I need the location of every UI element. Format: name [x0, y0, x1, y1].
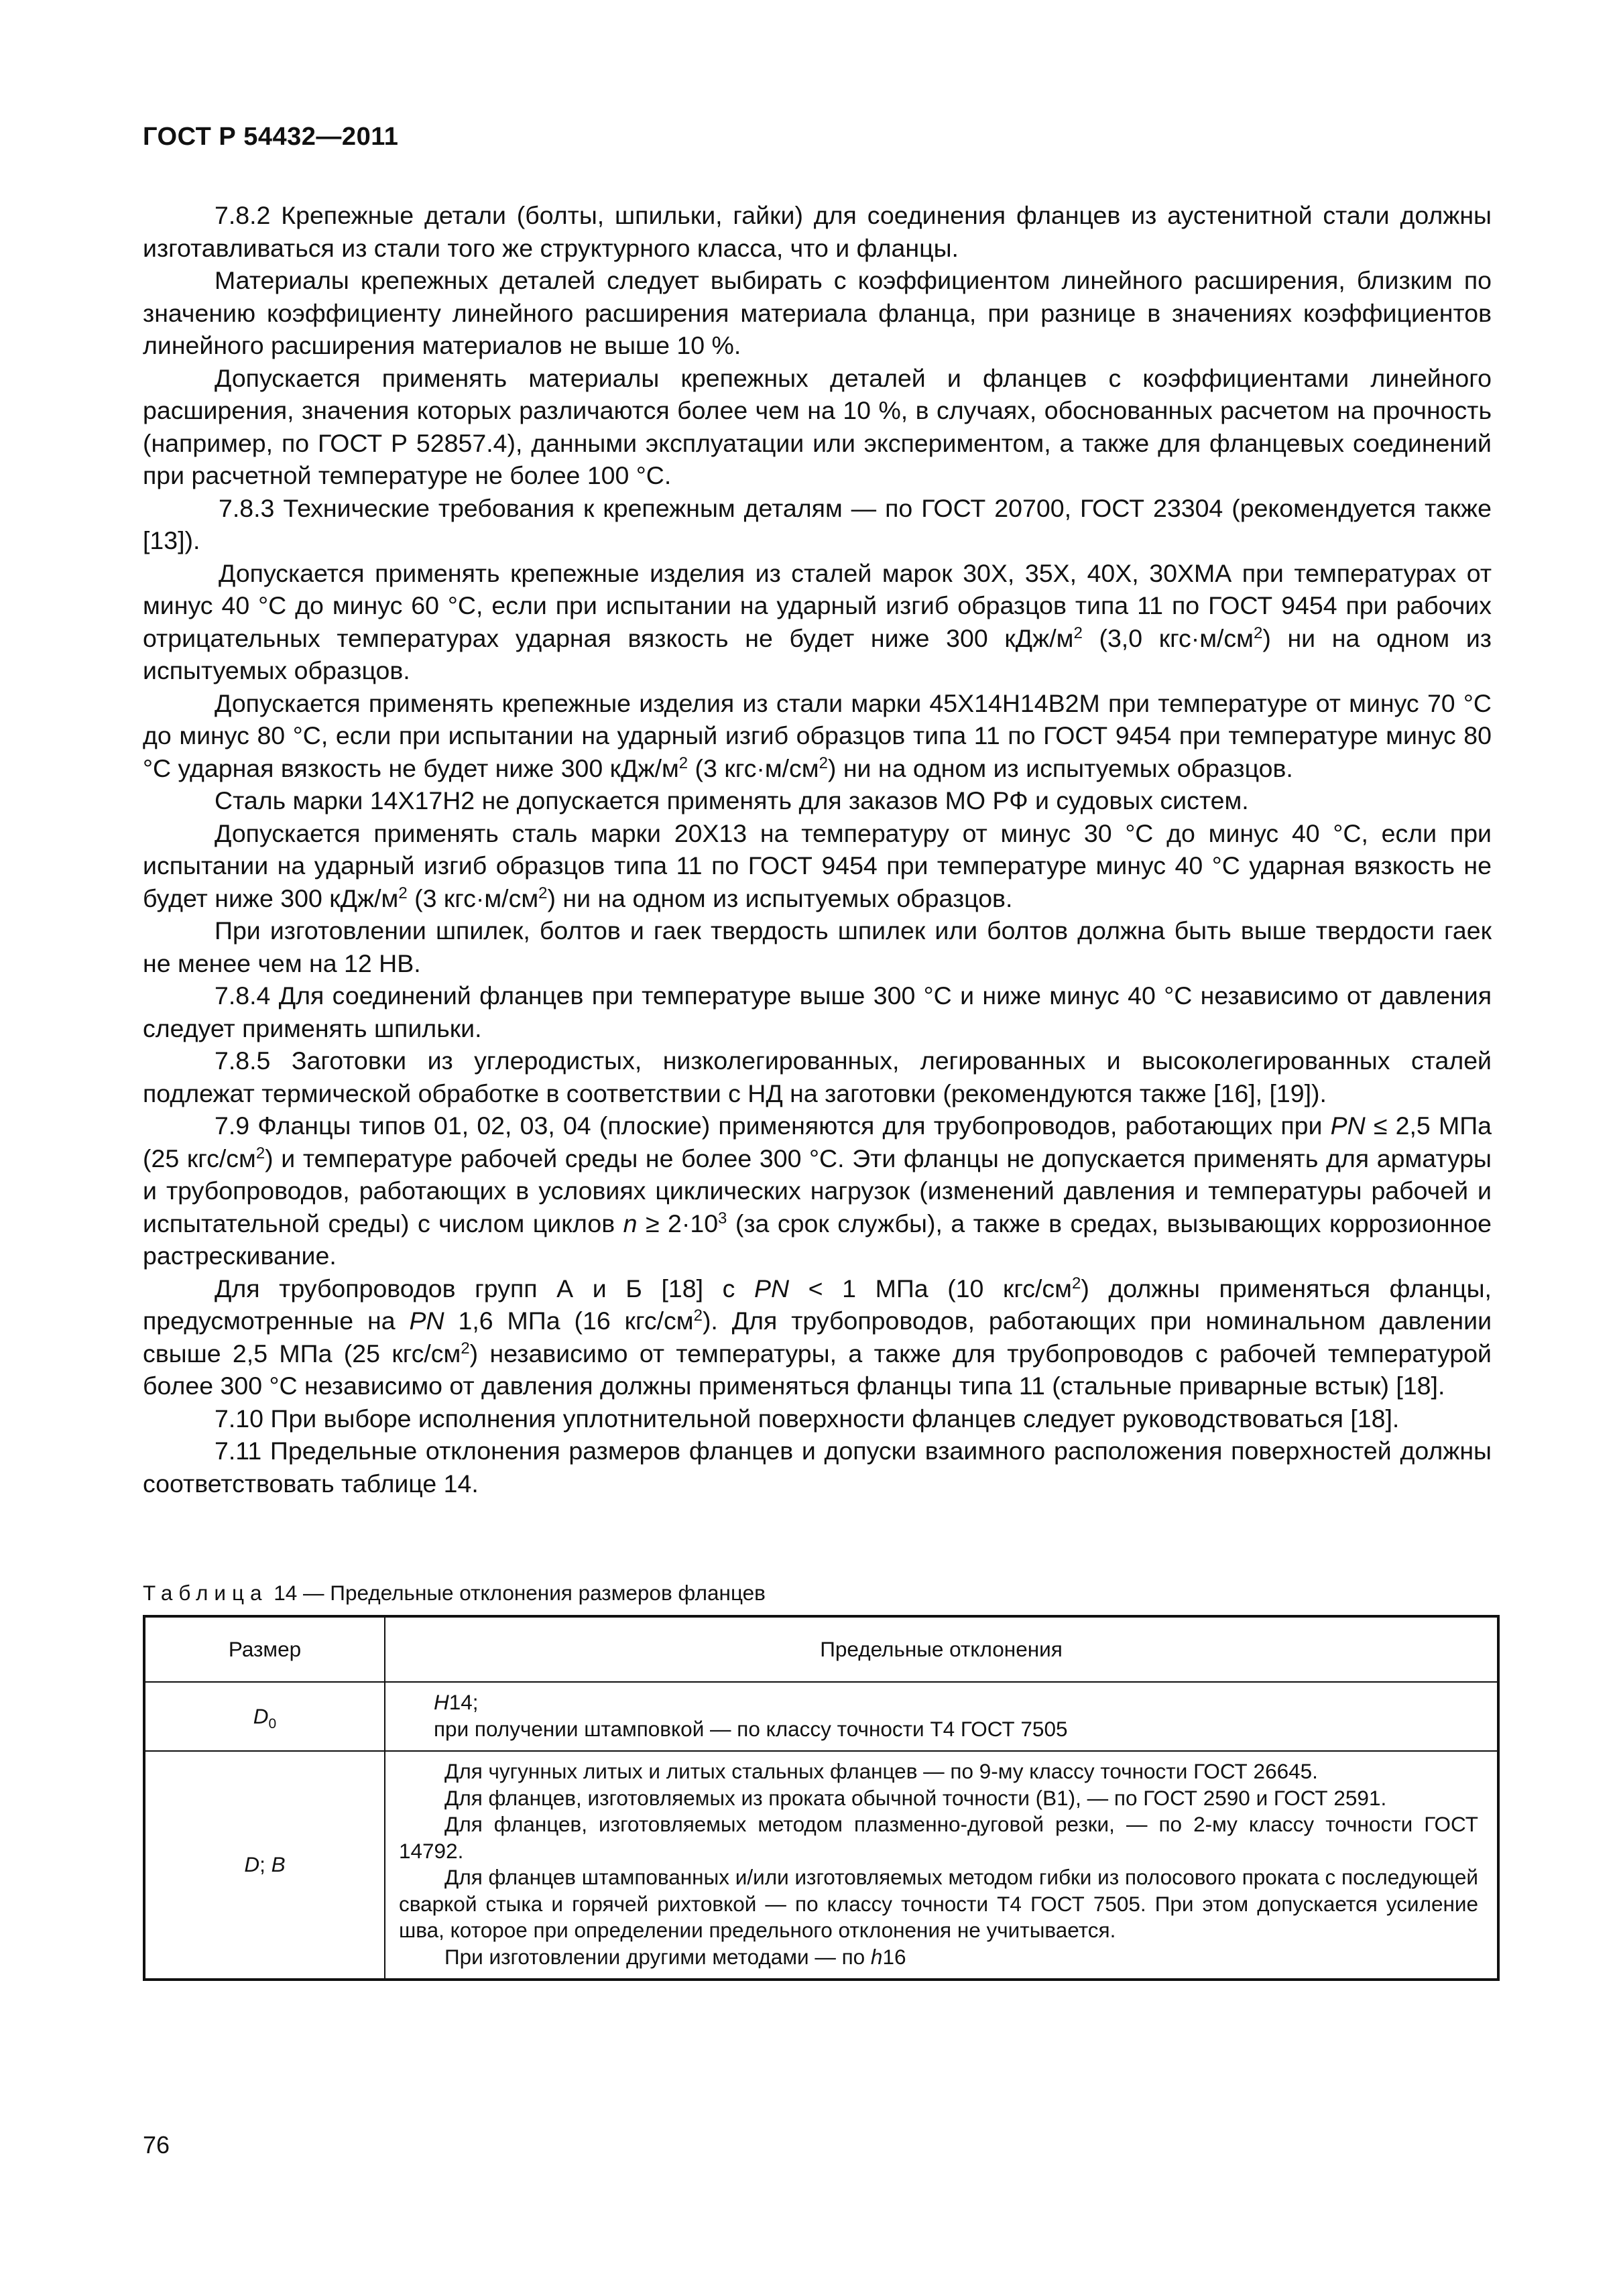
paragraph-7-9: 7.9 Фланцы типов 01, 02, 03, 04 (плоские) применяются для трубопроводов, работающих при PN ≤ 2,5 МПа (25 кгс/$см^2$) и температуре рабочей среды не более 300 °С. Эти фланцы не допускается применять для арматуры и трубопроводов, работающих в условиях циклических нагрузок (изменений давления и температуры рабочей и испытательной среды) с числом циклов $n \ge 2\cdot 10^3$ (за срок службы), а также в средах, вызывающих коррозионное растрескивание.: [143, 1111, 1492, 1270]
paragraph-steel-20x13: Допускается применять сталь марки 20Х13 на температуру от минус 30 °С до минус 40 °С, если при испытании на ударный изгиб образцов типа 11 по ГОСТ 9454 при температуре минус 40 °С ударная вязкость не будет ниже 300 кДж/$м^2$ (3 $кгс\cdot м/см^2$) ни на одном из испытуемых образцов.: [143, 819, 1492, 912]
paragraph-steel-14x17: Сталь марки 14Х17Н2 не допускается применять для заказов МО РФ и судовых систем.: [215, 786, 1249, 814]
deviations-table: [143, 1615, 1500, 1981]
table-row: [144, 1682, 1498, 1751]
standard-header: ГОСТ Р 54432—2011: [143, 123, 399, 151]
table-header-row: [144, 1616, 1498, 1682]
table-caption: Таблица 14 — Предельные отклонения размеров фланцев: [143, 1581, 766, 1605]
column-header-deviations: Предельные отклонения: [385, 1616, 1498, 1682]
cell-size-d-b: D; B: [144, 1751, 385, 1980]
paragraph-allowed-materials: Допускается применять материалы крепежных деталей и фланцев с коэффициентами линейного расширения, значения которых различаются более чем на 10 %, в случаях, обоснованных расчетом на прочность (например, по ГОСТ Р 52857.4), данными эксплуатации или экспериментом, а также для фланцевых соединений при расчетной температуре не более 100 °С.: [143, 363, 1492, 489]
cell-deviation-d0: H14; при получении штамповкой — по классу точности Т4 ГОСТ 7505: [385, 1682, 1498, 1751]
page-number: 76: [143, 2131, 170, 2159]
table-row: [144, 1751, 1498, 1980]
paragraph-7-10: 7.10 При выборе исполнения уплотнительной поверхности фланцев следует руководствоваться [18].: [215, 1404, 1400, 1433]
body-text: [143, 199, 1492, 1500]
paragraph-7-8-2: 7.8.2 Крепежные детали (болты, шпильки, гайки) для соединения фланцев из аустенитной стали должны изготавливаться из стали того же структурного класса, что и фланцы.: [143, 201, 1492, 262]
paragraph-steel-45x14: Допускается применять крепежные изделия из стали марки 45Х14Н14В2М при температуре от минус 70 °С до минус 80 °С, если при испытании на ударный изгиб образцов типа 11 по ГОСТ 9454 при температуре минус 80 °С ударная вязкость не будет ниже 300 кДж/$м^2$ (3 $кгс\cdot м/см^2$) ни на одном из испытуемых образцов.: [143, 688, 1492, 782]
paragraph-fastener-materials: Материалы крепежных деталей следует выбирать с коэффициентом линейного расширения, близким по значению коэффициенту линейного расширения материала фланца, при разнице в значениях коэффициентов линейного расширения материалов не выше 10 %.: [143, 266, 1492, 359]
cell-size-d0: $D_0$: [144, 1682, 385, 1751]
paragraph-7-8-4: 7.8.4 Для соединений фланцев при температуре выше 300 °С и ниже минус 40 °С независимо от давления следует применять шпильки.: [143, 981, 1492, 1042]
paragraph-hardness: При изготовлении шпилек, болтов и гаек твердость шпилек или болтов должна быть выше твердости гаек не менее чем на 12 НВ.: [143, 916, 1492, 977]
paragraph-7-8-3: 7.8.3 Технические требования к крепежным деталям — по ГОСТ 20700, ГОСТ 23304 (рекомендуется также [13]).: [143, 493, 1492, 554]
cell-deviation-d-b: Для чугунных литых и литых стальных фланцев — по 9-му классу точности ГОСТ 26645. Для фланцев, изготовляемых из проката обычной точности (В1), — по ГОСТ 2590 и ГОСТ 2591. Для фланцев, изготовляемых методом плазменно-дуговой резки, — по 2-му классу точности ГОСТ 14792. Для фланцев штампованных и/или изготовляемых методом гибки из полосового проката с последующей сваркой стыка и горячей рихтовкой — по классу точности Т4 ГОСТ 7505. При этом допускается усиление шва, которое при определении предельного отклонения не учитывается. При изготовлении другими методами — по h16: [385, 1751, 1498, 1980]
column-header-size: Размер: [144, 1616, 385, 1682]
paragraph-steel-30x: Допускается применять крепежные изделия из сталей марок 30Х, 35Х, 40Х, 30ХМА при температурах от минус 40 °С до минус 60 °С, если при испытании на ударный изгиб образцов типа 11 по ГОСТ 9454 при рабочих отрицательных температурах ударная вязкость не будет ниже 300 кДж/$м^2$ (3,0 $кгс\cdot м/см^2$) ни на одном из испытуемых образцов.: [143, 558, 1492, 684]
paragraph-7-11: 7.11 Предельные отклонения размеров фланцев и допуски взаимного расположения поверхностей должны соответствовать таблице 14.: [143, 1437, 1492, 1498]
paragraph-7-8-5: 7.8.5 Заготовки из углеродистых, низколегированных, легированных и высоколегированных сталей подлежат термической обработке в соответствии с НД на заготовки (рекомендуются также [16], [19]).: [143, 1046, 1492, 1107]
paragraph-pipeline-groups: Для трубопроводов групп А и Б [18] с PN < 1 МПа (10 кгс/$см^2$) должны применяться фланцы, предусмотренные на PN 1,6 МПа (16 кгс/$см^2$). Для трубопроводов, работающих при номинальном давлении свыше 2,5 МПа (25 кгс/$см^2$) независимо от температуры, а также для трубопроводов с рабочей температурой более 300 °С независимо от давления должны применяться фланцы типа 11 (стальные приварные встык) [18].: [143, 1274, 1492, 1400]
